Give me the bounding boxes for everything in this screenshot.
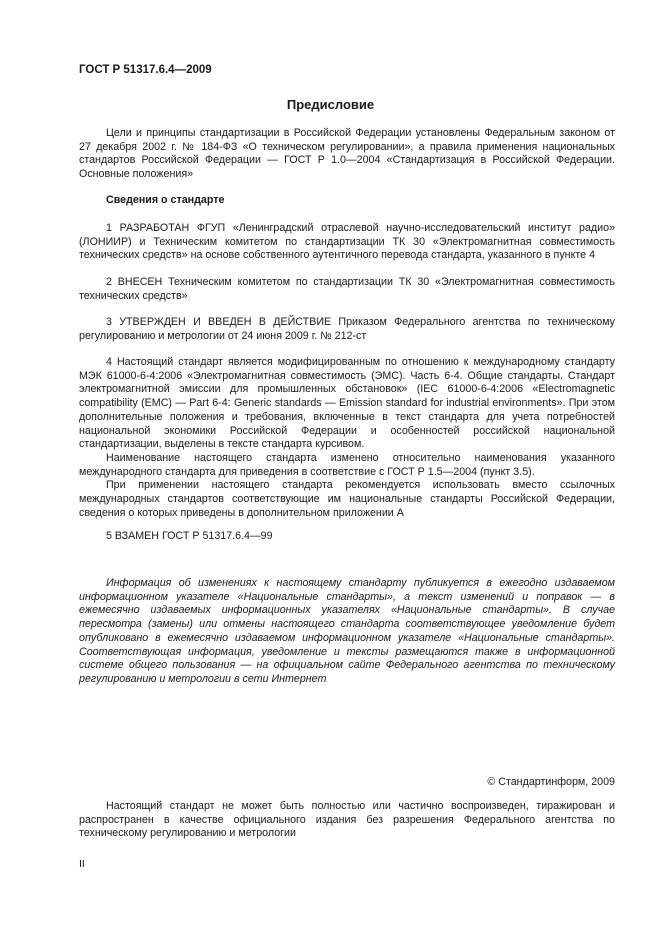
page-number: II	[79, 858, 85, 870]
item-4-paragraph-2: Наименование настоящего стандарта изменено относительно наименования указанного международного стандарта для приведения в соответствие с ГОСТ Р 1.5—2004 (пункт 3.5).	[79, 451, 615, 478]
amendments-notice: Информация об изменениях к настоящему стандарту публикуется в ежегодно издаваемом информационном указателе «Национальные стандарты», а текст изменений и поправок — в ежемесячно издаваемых информационных указателях «Национальные стандарты». В случае пересмотра (замены) или отмены настоящего стандарта соответствующее уведомление будет опубликовано в ежемесячно издаваемом информационном указателе «Национальные стандарты». Соответствующая информация, уведомление и тексты размещаются также в информационной системе общего пользования — на официальном сайте Федерального агентства по техническому регулированию и метрологии в сети Интернет	[79, 577, 615, 685]
item-1-text: 1 РАЗРАБОТАН ФГУП «Ленинградский отраслевой научно-исследовательский институт радио» (ЛОНИИР) и Техническим комитетом по стандартизации ТК 30 «Электромагнитная совместимость технических средств» на основе собственного аутентичного перевода стандарта, указанного в пункте 4	[79, 222, 615, 262]
item-4-paragraph-1: 4 Настоящий стандарт является модифицированным по отношению к международному стандарту МЭК 61000-6-4:2006 «Электромагнитная совместимость (ЭМС). Часть 6-4. Общие стандарты. Стандарт электромагнитной эмиссии для промышленных обстановок» (IEC 61000-6-4:2006 «Electromagnetic compatibility (EMC) — Part 6-4: Generic standards — Emission standard for industrial environments». При этом дополнительные положения и требования, включенные в текст стандарта для учета потребностей национальной экономики Российской Федерации и особенностей российской национальной стандартизации, выделены в тексте стандарта курсивом.	[79, 356, 615, 451]
section-heading: Сведения о стандарте	[106, 194, 225, 206]
copyright: © Стандартинформ, 2009	[487, 776, 615, 788]
page-title: Предисловие	[286, 97, 375, 112]
item-3	[79, 316, 615, 343]
legal-notice: Настоящий стандарт не может быть полностью или частично воспроизведен, тиражирован и распространен в качестве официального издания без разрешения Федерального агентства по техническому регулированию и метрологии	[79, 800, 615, 840]
item-3-text: 3 УТВЕРЖДЕН И ВВЕДЕН В ДЕЙСТВИЕ Приказом Федерального агентства по техническому регулированию и метрологии от 24 июня 2009 г. № 212-ст	[79, 316, 615, 342]
item-4	[79, 356, 615, 520]
item-4-paragraph-3: При применении настоящего стандарта рекомендуется использовать вместо ссылочных международных стандартов соответствующие им национальные стандарты Российской Федерации, сведения о которых приведены в дополнительном приложении А	[79, 479, 615, 519]
item-5	[79, 530, 615, 544]
item-2-text: 2 ВНЕСЕН Техническим комитетом по стандартизации ТК 30 «Электромагнитная совместимость технических средств»	[79, 276, 615, 302]
item-2	[79, 276, 615, 303]
intro-section	[79, 127, 615, 182]
intro-paragraph: Цели и принципы стандартизации в Российской Федерации установлены Федеральным законом от 27 декабря 2002 г. № 184-ФЗ «О техническом регулировании», а правила применения национальных стандартов Российской Федерации — ГОСТ Р 1.0—2004 «Стандартизация в Российской Федерации. Основные положения»	[79, 127, 615, 181]
document-code: ГОСТ Р 51317.6.4—2009	[79, 64, 212, 76]
item-5-text: 5 ВЗАМЕН ГОСТ Р 51317.6.4—99	[106, 530, 273, 542]
item-1	[79, 222, 615, 263]
